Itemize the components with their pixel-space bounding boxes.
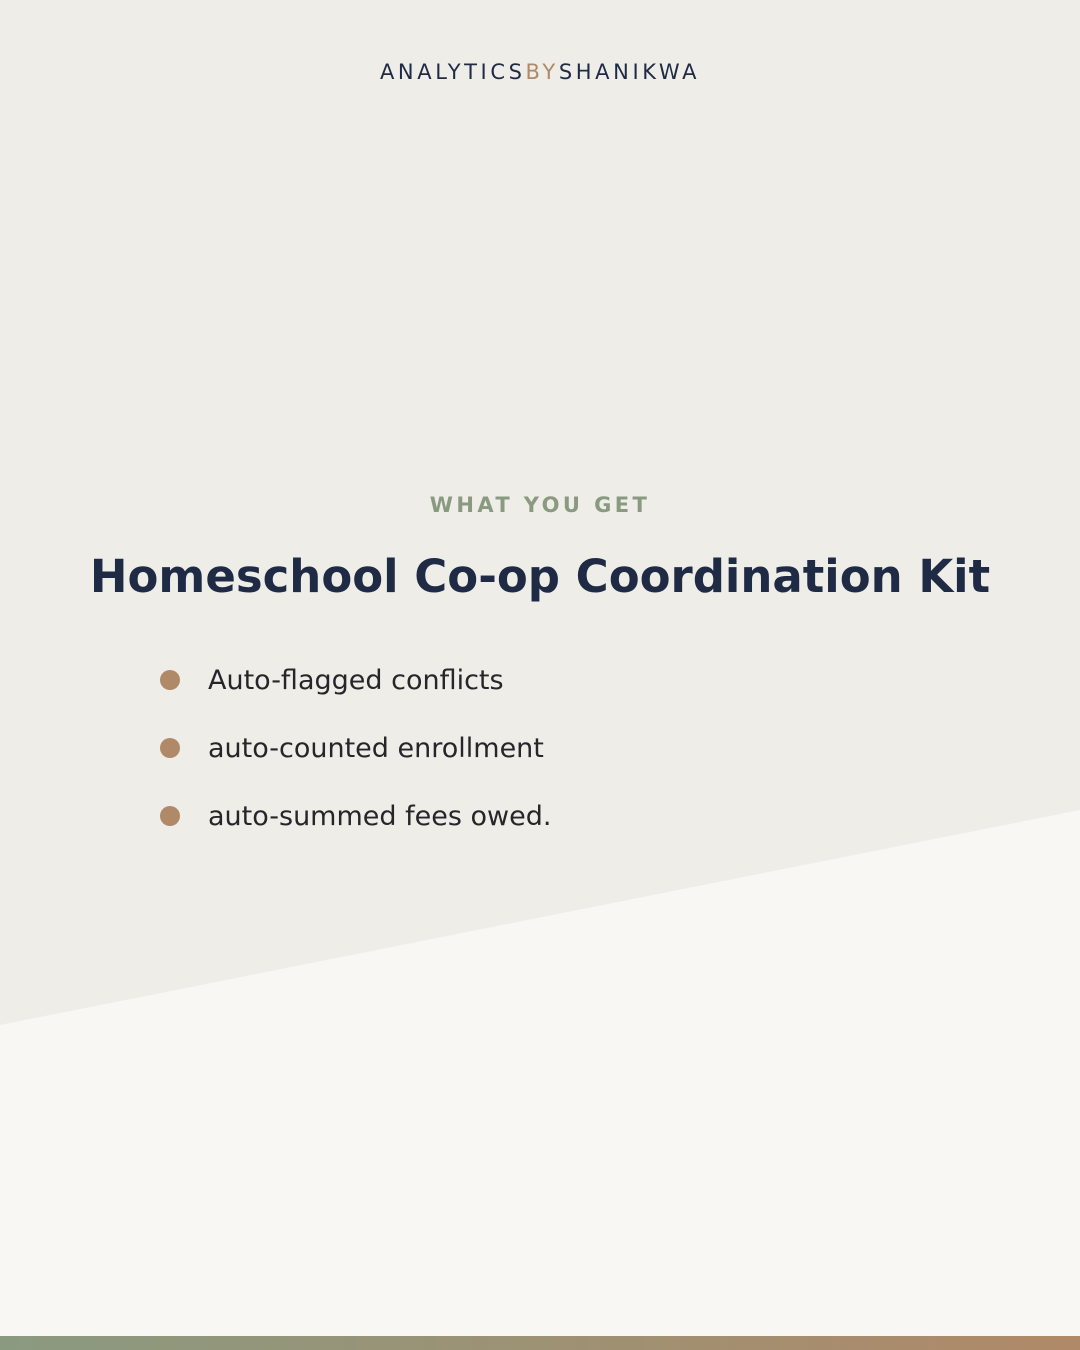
brand-logo (0, 60, 1080, 84)
feature-text: auto-counted enrollment (208, 732, 544, 764)
feature-item (160, 658, 551, 702)
section-eyebrow: WHAT YOU GET (429, 493, 651, 517)
feature-text: auto-summed fees owed. (208, 800, 552, 832)
brand-part-name: SHANIKWA (558, 60, 701, 84)
brand-part-by: BY (525, 60, 559, 84)
bullet-dot-icon (160, 670, 180, 690)
feature-item (160, 794, 551, 838)
bullet-dot-icon (160, 806, 180, 826)
feature-list (160, 658, 551, 862)
footer-gradient-bar (0, 1336, 1080, 1350)
feature-item (160, 726, 551, 770)
bullet-dot-icon (160, 738, 180, 758)
brand-part-analytics: ANALYTICS (379, 60, 526, 84)
product-title: Homeschool Co-op Coordination Kit (89, 550, 991, 603)
feature-text: Auto-flagged conflicts (208, 664, 504, 696)
